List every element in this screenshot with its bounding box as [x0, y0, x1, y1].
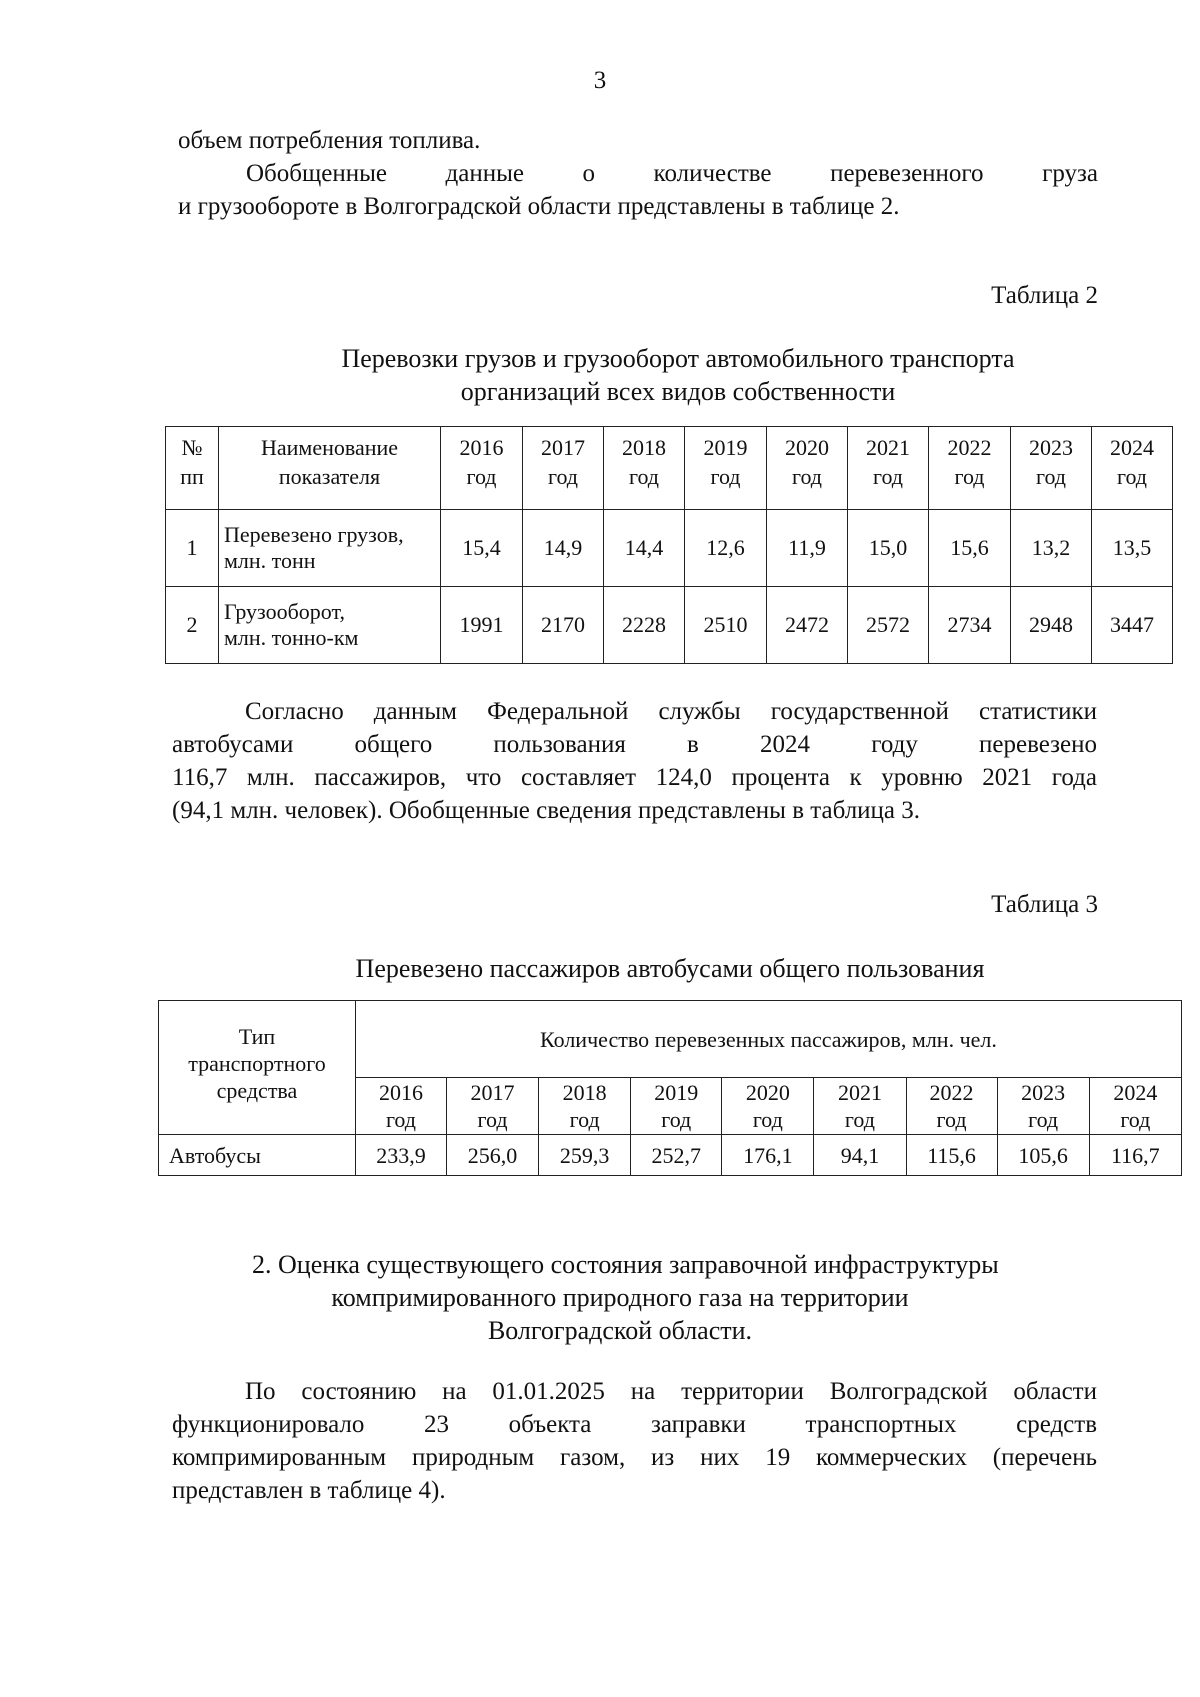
row-name: [219, 587, 441, 664]
table-cell: 14,9: [523, 510, 604, 587]
year: 2016: [459, 435, 504, 460]
row-name-line: млн. тонно-км: [224, 625, 359, 650]
year-suffix: год: [752, 1107, 783, 1132]
header-text: Тип: [238, 1024, 276, 1049]
text-line: Согласно данным Федеральной службы государственной статистики: [245, 698, 1097, 725]
table-cell: 2170: [523, 587, 604, 664]
year-suffix: год: [791, 464, 823, 489]
text-line: и грузообороте в Волгоградской области представлены в таблице 2.: [178, 193, 900, 220]
table2-title: [178, 342, 1178, 408]
section-heading-line: 2. Оценка существующего состояния заправочной инфраструктуры: [252, 1250, 999, 1279]
section-heading-line: Волгоградской области.: [487, 1316, 753, 1345]
table-cell: 105,6: [997, 1135, 1089, 1176]
text-line: 116,7 млн. пассажиров, что составляет 124,0 процента к уровню 2021 года: [172, 764, 1097, 791]
year: 2024: [1110, 435, 1154, 460]
table2-header-year: [929, 427, 1011, 510]
year: 2018: [562, 1080, 607, 1105]
table-cell: 2572: [848, 587, 929, 664]
row-label: Автобусы: [159, 1135, 356, 1176]
header-text: показателя: [278, 464, 381, 489]
page-number: 3: [593, 67, 607, 94]
table3-header-year: [631, 1078, 722, 1135]
table2-header-num: [166, 427, 219, 510]
row-number: 1: [166, 510, 219, 587]
table-cell: 256,0: [447, 1135, 539, 1176]
table3-header-year: [447, 1078, 539, 1135]
paragraph-statistics: [172, 695, 1097, 827]
row-name-line: млн. тонн: [224, 548, 316, 573]
table3-header-year: [355, 1078, 446, 1135]
table2-header-year: [1092, 427, 1173, 510]
year-suffix: год: [954, 464, 985, 489]
year-suffix: год: [569, 1107, 600, 1132]
table3-label: Таблица 3: [991, 891, 1098, 918]
text-line: По состоянию на 01.01.2025 на территории Волгоградской области: [245, 1378, 1097, 1405]
header-text: Наименование: [260, 435, 399, 460]
table-cell: 15,4: [441, 510, 523, 587]
year-suffix: год: [385, 1107, 416, 1132]
header-text: пп: [180, 464, 204, 489]
section-heading-line: компримированного природного газа на территории: [331, 1283, 909, 1312]
year: 2020: [745, 1080, 790, 1105]
year-suffix: год: [710, 464, 741, 489]
text-line: автобусами общего пользования в 2024 году перевезено: [172, 731, 1097, 758]
table2-header-year: [767, 427, 848, 510]
table3-header-year: [997, 1078, 1089, 1135]
row-name-line: Грузооборот,: [224, 599, 345, 624]
row-name: [219, 510, 441, 587]
year-suffix: год: [466, 464, 497, 489]
table2-header-row: [166, 427, 1173, 510]
table-cell: 15,0: [848, 510, 929, 587]
year-suffix: год: [547, 464, 579, 489]
text-line: (94,1 млн. человек). Обобщенные сведения представлены в таблица 3.: [172, 797, 921, 824]
year: 2021: [837, 1080, 882, 1105]
table2-label: Таблица 2: [991, 282, 1098, 309]
text-line: представлен в таблице 4).: [172, 1477, 446, 1504]
table2-header-name: [219, 427, 441, 510]
table3-header-year: [722, 1078, 814, 1135]
table-cell: 12,6: [685, 510, 767, 587]
table-cell: 233,9: [355, 1135, 446, 1176]
year-suffix: год: [1028, 1107, 1059, 1132]
table-cell: 94,1: [814, 1135, 906, 1176]
year: 2024: [1113, 1080, 1158, 1105]
table-cell: 259,3: [539, 1135, 631, 1176]
year: 2019: [703, 435, 748, 460]
year-suffix: год: [1116, 464, 1148, 489]
table3-header-year: [1089, 1078, 1181, 1135]
table2-header-year: [1011, 427, 1092, 510]
table-cell: 115,6: [906, 1135, 997, 1176]
table3-header-year: [906, 1078, 997, 1135]
header-text: средства: [216, 1078, 298, 1103]
year-suffix: год: [661, 1107, 692, 1132]
table-cell: 2734: [929, 587, 1011, 664]
table-row: [159, 1135, 1182, 1176]
table-cell: 2948: [1011, 587, 1092, 664]
text-line: Обобщенные данные о количестве перевезенного груза: [246, 160, 1098, 187]
year-suffix: год: [872, 464, 904, 489]
table2-title-line: организаций всех видов собственности: [460, 377, 896, 406]
table-cell: 13,5: [1092, 510, 1173, 587]
year: 2023: [1021, 1080, 1066, 1105]
text-line: объем потребления топлива.: [178, 127, 481, 154]
year-suffix: год: [628, 464, 660, 489]
table-cell: 13,2: [1011, 510, 1092, 587]
table-row: [166, 587, 1173, 664]
year-suffix: год: [844, 1107, 875, 1132]
header-text: №: [181, 435, 203, 460]
year-suffix: год: [936, 1107, 967, 1132]
year: 2020: [785, 435, 829, 460]
year: 2022: [929, 1080, 974, 1105]
paragraph-stations: [172, 1375, 1097, 1507]
text-line: компримированным природным газом, из них 19 коммерческих (перечень: [172, 1444, 1097, 1471]
table3: [158, 1000, 1182, 1176]
section-heading: [200, 1248, 1200, 1347]
row-number: 2: [166, 587, 219, 664]
year: 2022: [947, 435, 992, 460]
year-suffix: год: [477, 1107, 508, 1132]
table3-header-row: [159, 1001, 1182, 1078]
table3-header-year: [539, 1078, 631, 1135]
table2-header-year: [685, 427, 767, 510]
paragraph-fuel: [178, 124, 1098, 223]
table2-header-year: [848, 427, 929, 510]
table2-title-line: Перевозки грузов и грузооборот автомобильного транспорта: [341, 344, 1015, 373]
year: 2018: [622, 435, 666, 460]
table-cell: 2472: [767, 587, 848, 664]
table-row: [166, 510, 1173, 587]
year: 2016: [378, 1080, 423, 1105]
table-cell: 252,7: [631, 1135, 722, 1176]
table2-header-year: [604, 427, 685, 510]
year-suffix: год: [1035, 464, 1067, 489]
table-cell: 11,9: [767, 510, 848, 587]
table3-title: Перевезено пассажиров автобусами общего пользования: [355, 954, 985, 983]
table-cell: 2228: [604, 587, 685, 664]
table2-header-year: [441, 427, 523, 510]
table-cell: 1991: [441, 587, 523, 664]
table-cell: 14,4: [604, 510, 685, 587]
table-cell: 2510: [685, 587, 767, 664]
table-cell: 15,6: [929, 510, 1011, 587]
year: 2019: [654, 1080, 699, 1105]
header-text: транспортного: [188, 1051, 326, 1076]
row-name-line: Перевезено грузов,: [224, 522, 404, 547]
year-suffix: год: [1120, 1107, 1151, 1132]
table-cell: 116,7: [1089, 1135, 1181, 1176]
table-cell: 176,1: [722, 1135, 814, 1176]
year: 2021: [866, 435, 910, 460]
year: 2023: [1029, 435, 1073, 460]
table3-header-year: [814, 1078, 906, 1135]
table3-header-type: [159, 1001, 356, 1135]
year: 2017: [470, 1080, 515, 1105]
year: 2017: [541, 435, 585, 460]
table2-header-year: [523, 427, 604, 510]
table2: [165, 426, 1173, 664]
table-cell: 3447: [1092, 587, 1173, 664]
text-line: функционировало 23 объекта заправки транспортных средств: [172, 1411, 1097, 1438]
table3-header-quantity: Количество перевезенных пассажиров, млн. чел.: [355, 1001, 1181, 1078]
